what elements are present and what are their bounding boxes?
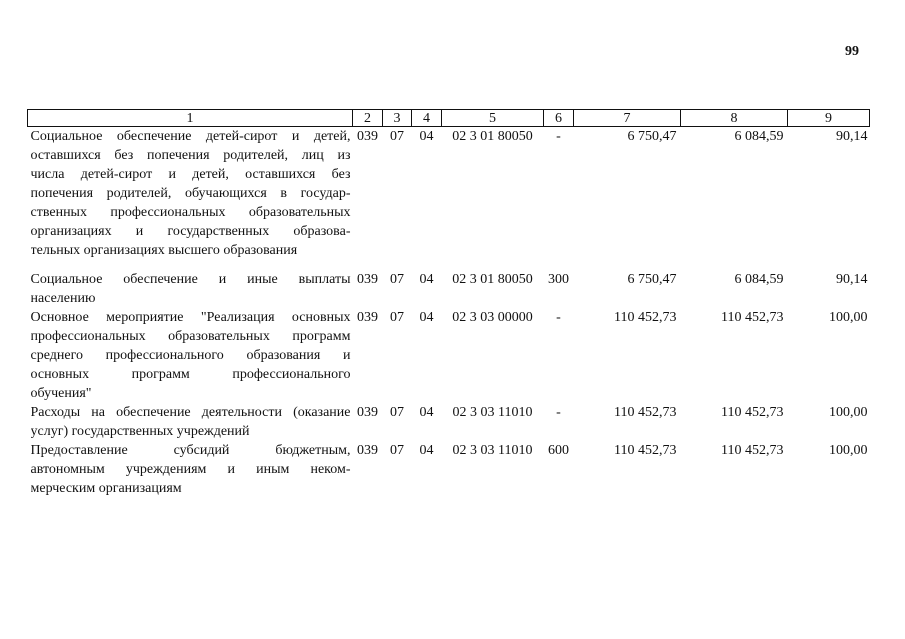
- row-name-line: оставшихся без попечения родителей, лиц из: [30, 148, 351, 163]
- row-ministry-code: 039: [357, 310, 378, 325]
- row-executed-amount: 6 084,59: [734, 129, 784, 144]
- header-col-9: 9: [788, 110, 870, 127]
- row-name-line: числа детей-сирот и детей, оставшихся без: [30, 167, 351, 182]
- row-target-code: 02 3 03 11010: [452, 443, 533, 458]
- row-name-line: профессиональных образовательных программ: [30, 329, 351, 344]
- row-name-line: среднего профессионального образования и: [30, 348, 351, 363]
- table-header: [28, 110, 870, 127]
- budget-table: [27, 109, 870, 498]
- row-name: [28, 308, 353, 403]
- table-row: [28, 441, 870, 498]
- header-col-2: 2: [353, 110, 383, 127]
- row-target-code: 02 3 01 80050: [452, 272, 533, 287]
- row-name-line: Расходы на обеспечение деятельности (оказание: [30, 405, 351, 420]
- row-execution-percent: 90,14: [836, 272, 868, 287]
- row-planned-amount: 110 452,73: [614, 443, 677, 458]
- row-name-line: Предоставление субсидий бюджетным,: [30, 443, 351, 458]
- row-ministry-code: 039: [357, 405, 378, 420]
- row-executed-amount: 110 452,73: [721, 443, 784, 458]
- table-row: [28, 270, 870, 308]
- row-name-line: тельных организациях высшего образования: [30, 243, 298, 258]
- row-planned-amount: 6 750,47: [627, 272, 677, 287]
- row-name-line: основных программ профессионального: [30, 367, 351, 382]
- row-subsection-code: 04: [419, 443, 434, 458]
- row-name-line: мерческим организациям: [30, 481, 182, 496]
- row-executed-amount: 6 084,59: [734, 272, 784, 287]
- row-name-line: организациях и государственных образова-: [30, 224, 351, 239]
- row-subsection-code: 04: [419, 310, 434, 325]
- row-subsection-code: 04: [419, 129, 434, 144]
- row-expense-type: 300: [548, 272, 569, 287]
- row-name: [28, 441, 353, 498]
- row-name-line: Социальное обеспечение детей-сирот и детей,: [30, 129, 351, 144]
- row-ministry-code: 039: [357, 443, 378, 458]
- row-target-code: 02 3 01 80050: [452, 129, 533, 144]
- row-execution-percent: 100,00: [829, 310, 868, 325]
- row-ministry-code: 039: [357, 129, 378, 144]
- table-row: [28, 403, 870, 441]
- row-name-line: услуг) государственных учреждений: [30, 424, 250, 439]
- row-execution-percent: 100,00: [829, 443, 868, 458]
- row-name: [28, 403, 353, 441]
- row-section-code: 07: [390, 272, 404, 287]
- row-name-line: обучения": [30, 386, 92, 401]
- row-execution-percent: 90,14: [836, 129, 868, 144]
- table-body: [28, 127, 870, 499]
- row-planned-amount: 6 750,47: [627, 129, 677, 144]
- row-executed-amount: 110 452,73: [721, 310, 784, 325]
- row-name: [28, 127, 353, 261]
- row-expense-type: -: [556, 405, 561, 420]
- row-name-line: ственных профессиональных образовательных: [30, 205, 351, 220]
- row-name-line: попечения родителей, обучающихся в государ-: [30, 186, 351, 201]
- row-executed-amount: 110 452,73: [721, 405, 784, 420]
- row-spacer: [28, 260, 870, 270]
- row-planned-amount: 110 452,73: [614, 405, 677, 420]
- header-col-6: 6: [544, 110, 574, 127]
- row-expense-type: 600: [548, 443, 569, 458]
- header-row: [28, 110, 870, 127]
- row-expense-type: -: [556, 310, 561, 325]
- row-ministry-code: 039: [357, 272, 378, 287]
- row-section-code: 07: [390, 129, 404, 144]
- row-subsection-code: 04: [419, 405, 434, 420]
- row-target-code: 02 3 03 00000: [452, 310, 533, 325]
- row-section-code: 07: [390, 405, 404, 420]
- header-col-5: 5: [442, 110, 544, 127]
- header-col-8: 8: [681, 110, 788, 127]
- header-col-3: 3: [383, 110, 412, 127]
- row-target-code: 02 3 03 11010: [452, 405, 533, 420]
- row-section-code: 07: [390, 310, 404, 325]
- row-planned-amount: 110 452,73: [614, 310, 677, 325]
- row-name: [28, 270, 353, 308]
- table-row: [28, 127, 870, 261]
- row-expense-type: -: [556, 129, 561, 144]
- table-row: [28, 308, 870, 403]
- row-name-line: Социальное обеспечение и иные выплаты: [30, 272, 351, 287]
- header-col-1: 1: [28, 110, 353, 127]
- page-number: 99: [845, 44, 859, 59]
- row-section-code: 07: [390, 443, 404, 458]
- row-execution-percent: 100,00: [829, 405, 868, 420]
- row-subsection-code: 04: [419, 272, 434, 287]
- header-col-4: 4: [412, 110, 442, 127]
- header-col-7: 7: [574, 110, 681, 127]
- row-name-line: населению: [30, 291, 96, 306]
- row-name-line: Основное мероприятие "Реализация основных: [30, 310, 351, 325]
- row-name-line: автономным учреждениям и иным неком-: [30, 462, 351, 477]
